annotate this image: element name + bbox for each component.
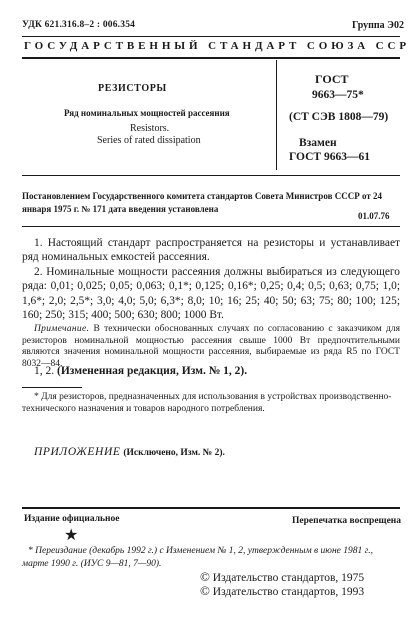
note (22, 324, 400, 370)
decree-rule (22, 226, 400, 227)
amendment-line (34, 365, 247, 377)
copyright-1975-text: Издательство стандартов, 1975 (212, 572, 365, 584)
title-block-rule (22, 175, 400, 176)
footer-rule (22, 507, 400, 509)
paragraph-2: 2. Номинальные мощности рассеяния должны выбираться из следующего ряда: 0,01; 0,025; 0,05; 0,063; 0,1*; 0,125; 0,16*; 0,25; 0,4; 0,5; 0,63; 0,75; 1,0; 1,6*; 2,0; 2,5*; 3,0; 4,0; 5,0; 6,3*; 8,0; 10; 16; 25; 40; 50; 63; 75; 80; 100; 125; 160; 250; 315; 400; 500; 630; 800; 1000 Вт. (22, 266, 400, 321)
reprint-notice: Перепечатка воспрещена (292, 516, 402, 526)
paragraph-1: 1. Настоящий стандарт распространяется на резисторы и устанавливает ряд номинальных емкостей рассеяния. (22, 237, 400, 264)
group-code: Группа Э02 (352, 20, 404, 31)
footnote: * Для резисторов, предназначенных для использования в устройствах производственно-технического назначения и товаров народного потребления. (22, 392, 392, 414)
header-rule-bottom (22, 57, 400, 59)
appendix-line (34, 446, 225, 458)
document-subtitle-ru: Ряд номинальных мощностей рассеяния (64, 108, 230, 118)
udk-code: УДК 621.316.8–2 : 006.354 (22, 20, 136, 30)
copyright-1993-text: Издательство стандартов, 1993 (212, 586, 365, 598)
appendix-note: (Исключено, Изм. № 2). (123, 448, 225, 458)
sev-number: (СТ СЭВ 1808—79) (289, 111, 389, 123)
note-text: В технически обоснованных случаях по согласованию с заказчиком для резисторов номинальной мощностью рассеяния свыше 1000 Вт предпочтительными являются значения номинальной мощности рассеяния, выбираемые из ряда R5 по ГОСТ 8032—84. (22, 324, 400, 369)
amendment-text: (Измененная редакция, Изм. № 1, 2). (57, 365, 248, 377)
introduction-date: 01.07.76 (358, 211, 390, 221)
copyright-1993 (200, 583, 364, 599)
gost-number: 9663—75* (312, 89, 364, 101)
reissue-note: * Переиздание (декабрь 1992 г.) с Изменением № 1, 2, утвержденным в июне 1981 г., марте 1990 г. (ИУС 9—81, 7—90). (22, 546, 373, 569)
document-subtitle-en: Series of rated dissipation (97, 135, 201, 146)
note-lead: Примечание. (34, 324, 90, 334)
replace-number: ГОСТ 9663—61 (289, 151, 370, 163)
document-name-en: Resistors. (130, 123, 170, 134)
edition-label: Издание официальное (24, 514, 120, 524)
decree-text: Постановлением Государственного комитета стандартов Совета Министров СССР от 24 января 1975 г. № 171 дата введения установлена (22, 191, 382, 214)
header-rule-top (22, 36, 400, 37)
footnote-rule (22, 387, 82, 388)
gost-label: ГОСТ (315, 72, 349, 86)
copyright-icon: © (200, 569, 210, 584)
star-icon: ★ (64, 527, 79, 544)
document-name-ru: РЕЗИСТОРЫ (98, 83, 167, 94)
title-divider (276, 60, 277, 170)
appendix-label: ПРИЛОЖЕНИЕ (34, 446, 121, 458)
copyright-icon: © (200, 583, 210, 598)
replace-label: Взамен (299, 137, 337, 149)
amendment-lead: 1, 2. (34, 365, 55, 377)
standard-title: ГОСУДАРСТВЕННЫЙ СТАНДАРТ СОЮЗА ССР (24, 40, 410, 52)
